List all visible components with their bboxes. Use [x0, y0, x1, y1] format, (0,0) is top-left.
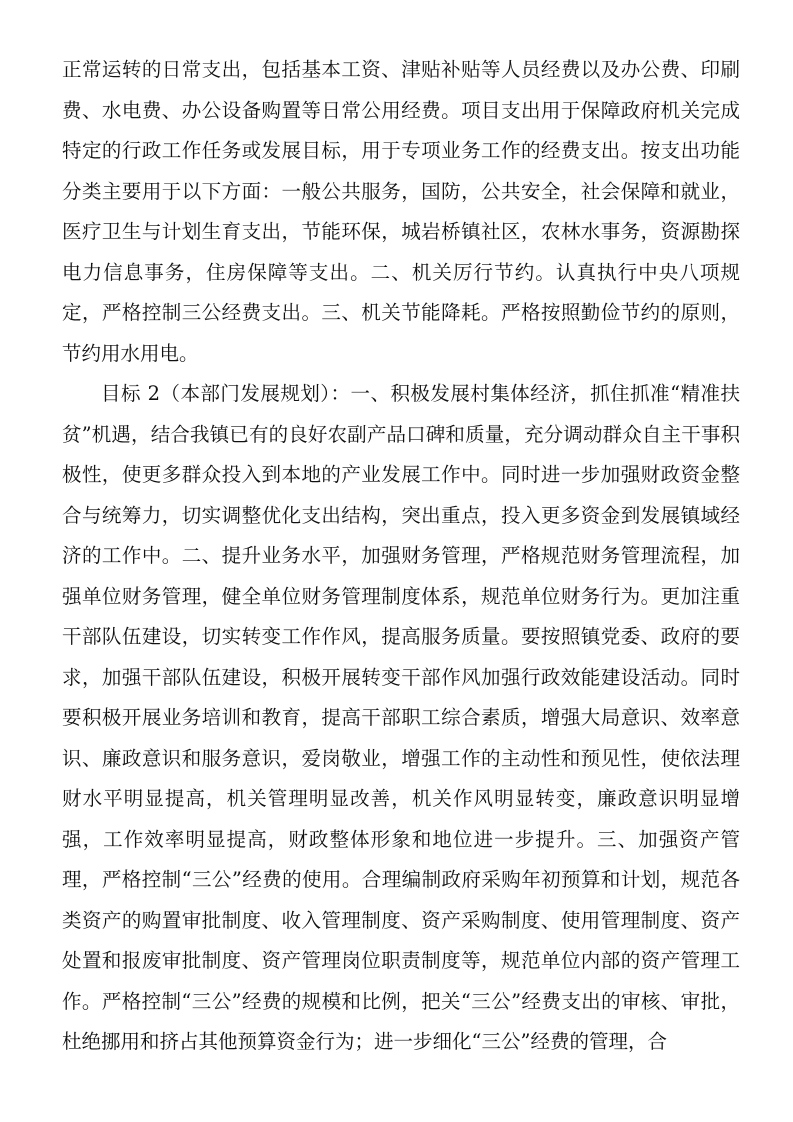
- paragraph-goal-2-development-plan: 目标 2（本部门发展规划）：一、积极发展村集体经济，抓住抓准“精准扶贫”机遇，结合我镇已有的良好农副产品口碑和质量，充分调动群众自主干事积极性，使更多群众投入到本地的产业发展工作中。同时进一步加强财政资金整合与统筹力，切实调整优化支出结构，突出重点，投入更多资金到发展镇域经济的工作中。二、提升业务水平，加强财务管理，严格规范财务管理流程，加强单位财务管理，健全单位财务管理制度体系，规范单位财务行为。更加注重干部队伍建设，切实转变工作作风，提高服务质量。要按照镇党委、政府的要求，加强干部队伍建设，积极开展转变干部作风加强行政效能建设活动。同时要积极开展业务培训和教育，提高干部职工综合素质，增强大局意识、效率意识、廉政意识和服务意识，爱岗敬业，增强工作的主动性和预见性，使依法理财水平明显提高，机关管理明显改善，机关作风明显转变，廉政意识明显增强，工作效率明显提高，财政整体形象和地位进一步提升。三、加强资产管理，严格控制“三公”经费的使用。合理编制政府采购年初预算和计划，规范各类资产的购置审批制度、收入管理制度、资产采购制度、使用管理制度、资产处置和报废审批制度、资产管理岗位职责制度等，规范单位内部的资产管理工作。严格控制“三公”经费的规模和比例，把关“三公”经费支出的审核、审批，杜绝挪用和挤占其他预算资金行为；进一步细化“三公”经费的管理，合: [62, 382, 740, 1053]
- document-body: [62, 50, 740, 1063]
- paragraph-continued-expenditure: 正常运转的日常支出，包括基本工资、津贴补贴等人员经费以及办公费、印刷费、水电费、办公设备购置等日常公用经费。项目支出用于保障政府机关完成特定的行政工作任务或发展目标，用于专项业务工作的经费支出。按支出功能分类主要用于以下方面：一般公共服务，国防，公共安全，社会保障和就业，医疗卫生与计划生育支出，节能环保，城岩桥镇社区，农林水事务，资源勘探电力信息事务，住房保障等支出。二、机关厉行节约。认真执行中央八项规定，严格控制三公经费支出。三、机关节能降耗。严格按照勤俭节约的原则，节约用水用电。: [62, 58, 740, 365]
